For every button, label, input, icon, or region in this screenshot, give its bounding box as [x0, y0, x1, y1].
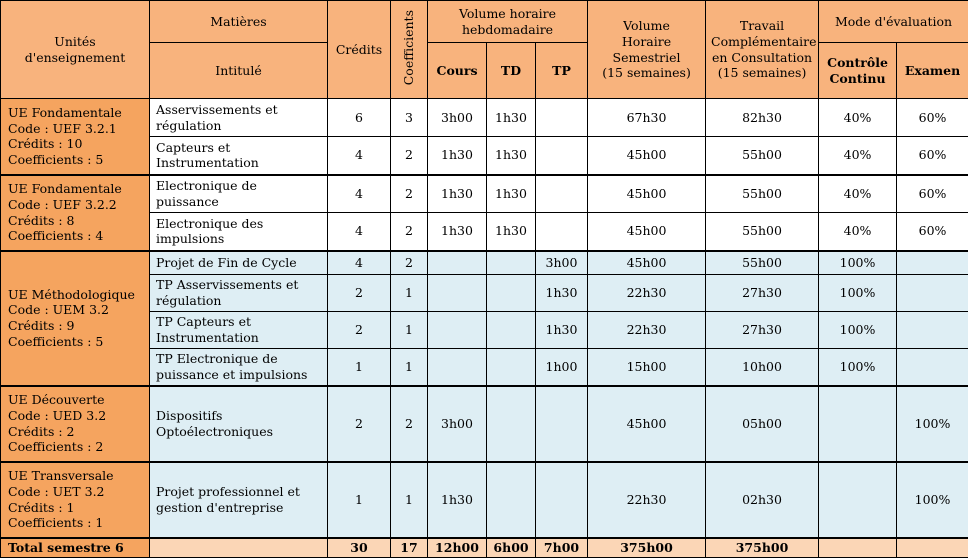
cell-credits: 4 [328, 213, 391, 251]
cell-td [487, 349, 536, 386]
cell-travail: 55h00 [706, 175, 819, 213]
header-volume-hebdo: Volume horaire hebdomadaire [428, 1, 588, 43]
cell-tp: 1h30 [536, 275, 588, 312]
subject-title: Projet professionnel et gestion d'entreprise [150, 462, 328, 538]
cell-coef: 1 [391, 349, 428, 386]
total-coef: 17 [391, 538, 428, 558]
header-coefficients: Coefficients [391, 1, 428, 99]
header-td: TD [487, 43, 536, 99]
ue-code: Code : UEM 3.2 [8, 302, 109, 318]
ue-code: Code : UEF 3.2.1 [8, 120, 117, 136]
cell-vhs: 45h00 [588, 175, 706, 213]
cell-travail: 55h00 [706, 137, 819, 175]
cell-tp [536, 175, 588, 213]
total-credits: 30 [328, 538, 391, 558]
total-vhs: 375h00 [588, 538, 706, 558]
subject-title: TP Capteurs et Instrumentation [150, 312, 328, 349]
cell-credits: 4 [328, 137, 391, 175]
header-matieres: Matières [150, 1, 328, 43]
cell-cc [819, 386, 897, 462]
cell-cours: 3h00 [428, 99, 487, 137]
ue-name: UE Fondamentale [8, 181, 122, 197]
cell-travail: 55h00 [706, 251, 819, 275]
header-intitule: Intitulé [150, 43, 328, 99]
total-empty [897, 538, 968, 558]
cell-cc: 100% [819, 275, 897, 312]
cell-cc: 40% [819, 99, 897, 137]
total-label: Total semestre 6 [1, 538, 150, 558]
ue-code: Code : UET 3.2 [8, 483, 105, 499]
cell-examen: 60% [897, 175, 968, 213]
cell-tp: 1h00 [536, 349, 588, 386]
cell-cc: 40% [819, 175, 897, 213]
subject-title: Electronique de puissance [150, 175, 328, 213]
total-travail: 375h00 [706, 538, 819, 558]
cell-travail: 27h30 [706, 275, 819, 312]
cell-td: 1h30 [487, 175, 536, 213]
ue-coefficients: Coefficients : 4 [8, 228, 104, 244]
cell-tp: 1h30 [536, 312, 588, 349]
ue-credits: Crédits : 10 [8, 136, 83, 152]
cell-examen [897, 251, 968, 275]
subject-title: Electronique des impulsions [150, 213, 328, 251]
cell-coef: 2 [391, 175, 428, 213]
cell-coef: 2 [391, 137, 428, 175]
cell-vhs: 45h00 [588, 251, 706, 275]
header-volume-semestriel: Volume Horaire Semestriel (15 semaines) [588, 1, 706, 99]
cell-cours: 1h30 [428, 137, 487, 175]
cell-cc: 100% [819, 349, 897, 386]
ue-credits: Crédits : 9 [8, 318, 75, 333]
ue-coefficients: Coefficients : 5 [8, 151, 104, 167]
total-td: 6h00 [487, 538, 536, 558]
cell-tp [536, 462, 588, 538]
ue-name: UE Fondamentale [8, 105, 122, 120]
subject-title: Capteurs et Instrumentation [150, 137, 328, 175]
total-cours: 12h00 [428, 538, 487, 558]
cell-travail: 82h30 [706, 99, 819, 137]
cell-tp [536, 137, 588, 175]
cell-coef: 2 [391, 251, 428, 275]
cell-coef: 1 [391, 275, 428, 312]
cell-vhs: 45h00 [588, 137, 706, 175]
cell-cours [428, 349, 487, 386]
cell-coef: 3 [391, 99, 428, 137]
ue-coefficients: Coefficients : 1 [8, 515, 104, 531]
cell-td: 1h30 [487, 213, 536, 251]
cell-cours [428, 312, 487, 349]
cell-vhs: 22h30 [588, 312, 706, 349]
ue-credits: Crédits : 1 [8, 499, 75, 515]
subject-title: Asservissements et régulation [150, 99, 328, 137]
ue-name: UE Transversale [8, 468, 114, 484]
cell-travail: 27h30 [706, 312, 819, 349]
total-empty [819, 538, 897, 558]
cell-credits: 4 [328, 251, 391, 275]
header-ue: Unités d'enseignement [1, 1, 150, 99]
header-travail: Travail Complémentaire en Consultation (15 semaines) [706, 1, 819, 99]
cell-vhs: 22h30 [588, 275, 706, 312]
ue-cell [1, 251, 150, 386]
cell-credits: 2 [328, 275, 391, 312]
cell-credits: 1 [328, 462, 391, 538]
cell-tp: 3h00 [536, 251, 588, 275]
cell-cours: 3h00 [428, 386, 487, 462]
cell-cc: 40% [819, 137, 897, 175]
cell-examen: 100% [897, 386, 968, 462]
cell-tp [536, 99, 588, 137]
cell-cours: 1h30 [428, 175, 487, 213]
ue-name: UE Méthodologique [8, 286, 135, 302]
cell-cc: 40% [819, 213, 897, 251]
cell-credits: 1 [328, 349, 391, 386]
subject-title: Dispositifs Optoélectroniques [150, 386, 328, 462]
ue-coefficients: Coefficients : 2 [8, 439, 104, 455]
cell-cc: 100% [819, 251, 897, 275]
ue-code: Code : UEF 3.2.2 [8, 196, 117, 212]
cell-credits: 2 [328, 312, 391, 349]
header-credits: Crédits [328, 1, 391, 99]
cell-credits: 2 [328, 386, 391, 462]
cell-credits: 4 [328, 175, 391, 213]
header-examen: Examen [897, 43, 968, 99]
ue-credits: Crédits : 8 [8, 212, 75, 228]
cell-cours [428, 251, 487, 275]
ue-coefficients: Coefficients : 5 [8, 333, 104, 349]
cell-cc [819, 462, 897, 538]
cell-td [487, 275, 536, 312]
cell-coef: 1 [391, 462, 428, 538]
cell-coef: 2 [391, 386, 428, 462]
cell-td: 1h30 [487, 137, 536, 175]
ue-name: UE Découverte [8, 392, 105, 408]
header-tp: TP [536, 43, 588, 99]
ue-cell [1, 175, 150, 251]
cell-travail: 02h30 [706, 462, 819, 538]
cell-travail: 05h00 [706, 386, 819, 462]
ue-cell [1, 99, 150, 175]
cell-examen: 60% [897, 137, 968, 175]
cell-td [487, 312, 536, 349]
cell-tp [536, 386, 588, 462]
cell-td [487, 462, 536, 538]
cell-cours: 1h30 [428, 213, 487, 251]
ue-credits: Crédits : 2 [8, 423, 75, 439]
cell-vhs: 15h00 [588, 349, 706, 386]
ue-cell [1, 462, 150, 538]
cell-coef: 1 [391, 312, 428, 349]
cell-examen [897, 275, 968, 312]
cell-coef: 2 [391, 213, 428, 251]
cell-examen: 60% [897, 213, 968, 251]
total-tp: 7h00 [536, 538, 588, 558]
cell-credits: 6 [328, 99, 391, 137]
cell-examen: 60% [897, 99, 968, 137]
cell-travail: 55h00 [706, 213, 819, 251]
subject-title: Projet de Fin de Cycle [150, 251, 328, 275]
cell-cours: 1h30 [428, 462, 487, 538]
header-cours: Cours [428, 43, 487, 99]
cell-vhs: 22h30 [588, 462, 706, 538]
cell-td [487, 386, 536, 462]
cell-vhs: 67h30 [588, 99, 706, 137]
cell-vhs: 45h00 [588, 386, 706, 462]
header-mode-eval: Mode d'évaluation [819, 1, 968, 43]
cell-examen: 100% [897, 462, 968, 538]
cell-vhs: 45h00 [588, 213, 706, 251]
cell-td [487, 251, 536, 275]
subject-title: TP Asservissements et régulation [150, 275, 328, 312]
cell-tp [536, 213, 588, 251]
subject-title: TP Electronique de puissance et impulsions [150, 349, 328, 386]
cell-examen [897, 349, 968, 386]
total-empty [150, 538, 328, 558]
ue-code: Code : UED 3.2 [8, 407, 107, 423]
ue-cell [1, 386, 150, 462]
cell-td: 1h30 [487, 99, 536, 137]
cell-travail: 10h00 [706, 349, 819, 386]
cell-cc: 100% [819, 312, 897, 349]
header-controle-continu: Contrôle Continu [819, 43, 897, 99]
cell-cours [428, 275, 487, 312]
cell-examen [897, 312, 968, 349]
